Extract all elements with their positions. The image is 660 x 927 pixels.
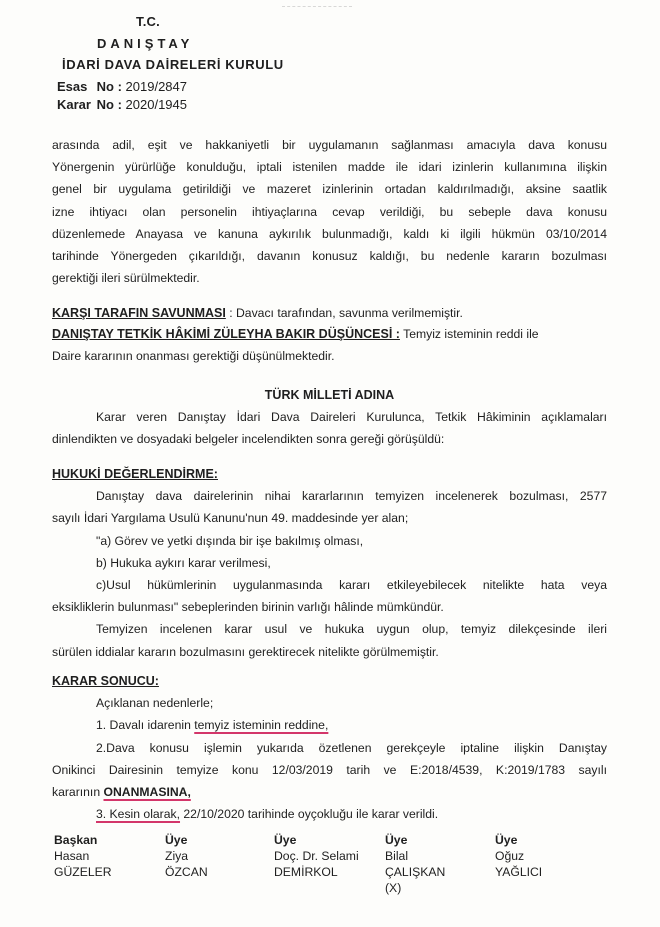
legal-evaluation-section <box>52 463 607 663</box>
signature-member: Üye Bilal ÇALIŞKAN (X) <box>385 833 446 895</box>
esas-number: 2019/2847 <box>125 79 187 94</box>
legal-p2-line2: sürülen iddialar kararın bozulmasını gerektirecek nitelikte görülmemiştir. <box>52 644 439 659</box>
defense-title: KARŞI TARAFIN SAVUNMASI <box>52 306 226 320</box>
esas-no-label: No : <box>96 79 122 94</box>
pen-underlined-text: temyiz isteminin reddine, <box>194 718 329 733</box>
karar-number: 2020/1945 <box>125 97 187 112</box>
legal-item-b: b) Hukuka aykırı karar verilmesi, <box>96 555 271 570</box>
intro-line: izne ihtiyacı olan personelin ihtiyaçlarına cevap verildiği, bu sebeple dava konusu <box>52 204 607 219</box>
defense-section <box>52 302 607 324</box>
opinion-section <box>52 323 607 367</box>
faded-stamp-mark <box>282 6 352 25</box>
opinion-text-line2: Daire kararının onanması gerektiği düşünülmektedir. <box>52 349 335 364</box>
header-court-name: DANIŞTAY <box>97 36 194 51</box>
legal-item-c-line1: c)Usul hükümlerinin uygulanmasında kararı etkileyebilecek nitelikte hata veya <box>96 578 607 593</box>
nation-title: TÜRK MİLLETİ ADINA <box>264 388 395 402</box>
result-item-2-line2: Onikinci Dairesinin temyize konu 12/03/2019 tarih ve E:2018/4539, K:2019/1783 sayılı <box>52 762 607 777</box>
intro-line: arasında adil, eşit ve hakkaniyetli bir uygulamanın sağlanması amacıyla dava konusu <box>52 138 607 152</box>
intro-line: genel bir uygulama getirildiği ve mazeret izinlerinin ortadan kaldırılmadığı, aksine saatlik <box>52 182 607 197</box>
result-item-2-line1: 2.Dava konusu işlemin yukarıda özetlenen gerekçeyle iptaline ilişkin Danıştay <box>96 740 607 755</box>
opinion-text-line1: Temyiz isteminin reddi ile <box>399 327 539 341</box>
intro-line: tarihinde Yönergeden çıkarıldığı, davanın konusuz kaldığı, bu nedenle kararın bozulması <box>52 249 607 264</box>
opinion-title: DANIŞTAY TETKİK HÂKİMİ ZÜLEYHA BAKIR DÜŞÜNCESİ : <box>52 327 400 341</box>
intro-paragraph <box>52 134 607 289</box>
legal-title: HUKUKİ DEĞERLENDİRME: <box>52 467 218 481</box>
result-item-1: 1. Davalı idarenin temyiz isteminin reddine, <box>96 718 329 733</box>
dissent-mark: (X) <box>385 881 402 895</box>
header-tc: T.C. <box>136 14 160 29</box>
header-board-name: İDARİ DAVA DAİRELERİ KURULU <box>62 57 284 72</box>
result-item-3: 3. Kesin olarak, 22/10/2020 tarihinde oyçokluğu ile karar verildi. <box>96 807 439 822</box>
karar-number-row <box>57 97 187 112</box>
legal-p1-line2: sayılı İdari Yargılama Usulü Kanunu'nun 49. maddesinde yer alan; <box>52 511 409 526</box>
legal-p2-line1: Temyizen incelenen karar usul ve hukuka uygun olup, temyiz dilekçesinde ileri <box>96 622 607 637</box>
result-item-2-line3: kararının ONANMASINA, <box>52 785 191 800</box>
approval-word: ONANMASINA, <box>103 785 191 800</box>
karar-no-label: No : <box>96 97 122 112</box>
esas-label: Esas <box>57 79 88 94</box>
signature-president: Başkan Hasan GÜZELER <box>54 833 112 879</box>
decision-result-section <box>52 670 607 825</box>
defense-text: : Davacı tarafından, savunma verilmemiştir. <box>225 306 463 320</box>
signature-member: Üye Doç. Dr. Selami DEMİRKOL <box>274 833 359 879</box>
nation-line2: dinlendikten ve dosyadaki belgeler incelendikten sonra gereği görüşüldü: <box>52 432 445 447</box>
intro-line: gerektiği ileri sürülmektedir. <box>52 271 200 286</box>
legal-item-c-line2: eksikliklerin bulunması" sebeplerinden birinin varlığı hâlinde mümkündür. <box>52 600 444 615</box>
result-title: KARAR SONUCU: <box>52 674 159 688</box>
nation-line1: Karar veren Danıştay İdari Dava Daireleri Kurulunca, Tetkik Hâkiminin açıklamaları <box>96 410 607 425</box>
result-intro: Açıklanan nedenlerle; <box>96 696 214 711</box>
esas-number-row <box>57 79 187 94</box>
intro-line: Yönergenin yürürlüğe konulduğu, iptali istenilen madde ile idari izinlerin kullanımına ilişkin <box>52 160 607 175</box>
signature-member: Üye Ziya ÖZCAN <box>165 833 208 879</box>
pen-underlined-text: 3. Kesin olarak, <box>96 807 181 822</box>
legal-item-a: "a) Görev ve yetki dışında bir işe bakılmış olması, <box>96 533 364 548</box>
intro-line: düzenlemede Anayasa ve kanuna aykırılık bulunmadığı, kaldı ki ilgili hükmün 03/10/2014 <box>52 226 607 241</box>
legal-p1-line1: Danıştay dava dairelerinin nihai kararlarının temyizen incelenerek bozulması, 2577 <box>96 489 607 504</box>
karar-label: Karar <box>57 97 91 112</box>
nation-section <box>52 384 607 451</box>
signature-member: Üye Oğuz YAĞLICI <box>495 833 543 879</box>
